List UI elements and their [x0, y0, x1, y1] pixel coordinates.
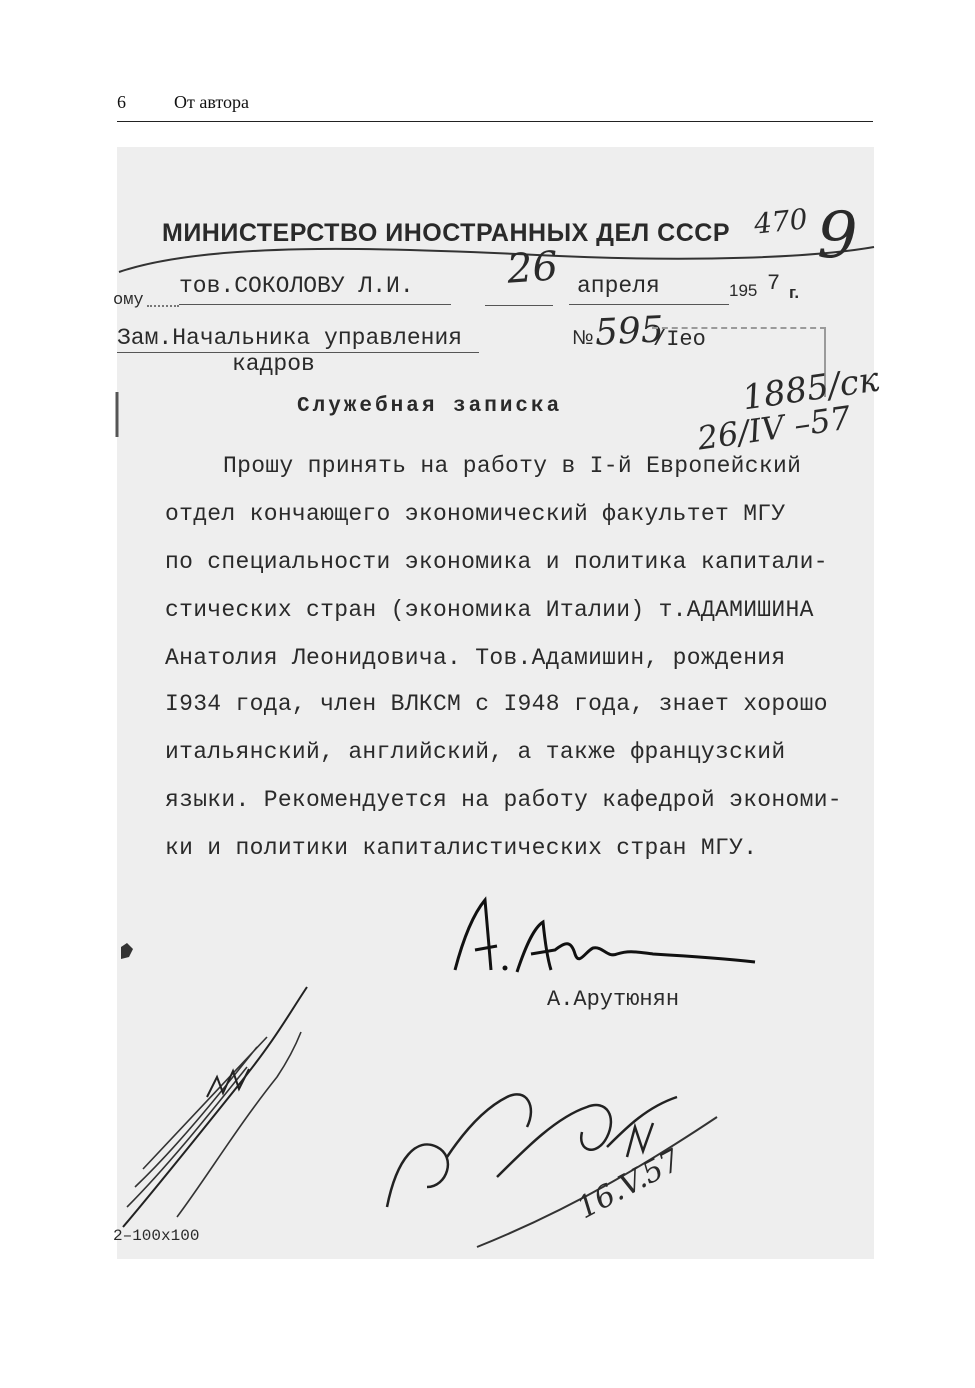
handwritten-number-470: 470 — [752, 202, 810, 241]
body-line: стических стран (экономика Италии) т.АДАМИШИНА — [165, 597, 814, 623]
resolution-date: 16.V.57 — [571, 1142, 687, 1227]
header-rule — [117, 121, 873, 122]
addressee-name: тов.СОКОЛОВУ Л.И. — [179, 273, 414, 299]
incoming-date: 26/IV –57 — [695, 398, 854, 458]
body-line: Анатолия Леонидовича. Тов.Адамишин, рождения — [165, 645, 786, 671]
body-line: ки и политики капиталистических стран МГУ. — [165, 835, 758, 861]
addressee-position-line1: Зам.Начальника управления — [117, 325, 463, 351]
registration-suffix: /Iео — [653, 327, 706, 352]
registration-number: 595 — [593, 309, 665, 354]
date-year-suffix: г. — [789, 283, 800, 302]
left-edge-ink-blot — [121, 943, 133, 959]
date-year-printed: 195 — [729, 281, 758, 300]
ministry-heading: МИНИСТЕРСТВО ИНОСТРАННЫХ ДЕЛ СССР — [162, 219, 730, 247]
scan-identifier: 2–100x100 — [113, 1227, 200, 1245]
page-header — [117, 92, 873, 122]
body-line: итальянский, английский, а также французский — [165, 739, 786, 765]
date-month: апреля — [577, 273, 660, 299]
body-line: языки. Рекомендуется на работу кафедрой экономи- — [165, 787, 842, 813]
signature — [447, 892, 767, 982]
addressee-prefix: ому — [113, 291, 144, 310]
incoming-number: 1885/ск — [739, 359, 882, 419]
addressee-underline — [179, 304, 451, 305]
signer-name: А.Арутюнян — [547, 987, 680, 1012]
page-number: 6 — [117, 92, 126, 112]
memo-title: Служебная записка — [297, 395, 563, 418]
body-line: I934 года, член ВЛКСМ с I948 года, знает хорошо — [165, 691, 828, 717]
body-line: отдел кончающего экономический факультет МГУ — [165, 501, 786, 527]
number-sign: № — [572, 327, 594, 349]
running-title: От автора — [174, 92, 250, 112]
scanned-memo — [113, 147, 882, 1259]
body-line: по специальности экономика и политика капитали- — [165, 549, 828, 575]
addressee-dotted-line — [147, 305, 179, 307]
handwritten-mark-9: 9 — [817, 199, 858, 273]
date-year-digit: 7 — [767, 271, 781, 296]
ministry-header-strike — [119, 247, 874, 272]
handwritten-resolution-right — [377, 1037, 737, 1257]
handwritten-resolution-left — [117, 977, 317, 1237]
date-day: 26 — [505, 243, 560, 293]
day-underline — [485, 305, 553, 306]
addressee-position-line2: кадров — [232, 351, 315, 377]
month-underline — [569, 304, 729, 305]
body-line: Прошу принять на работу в I-й Европейский — [223, 453, 802, 479]
